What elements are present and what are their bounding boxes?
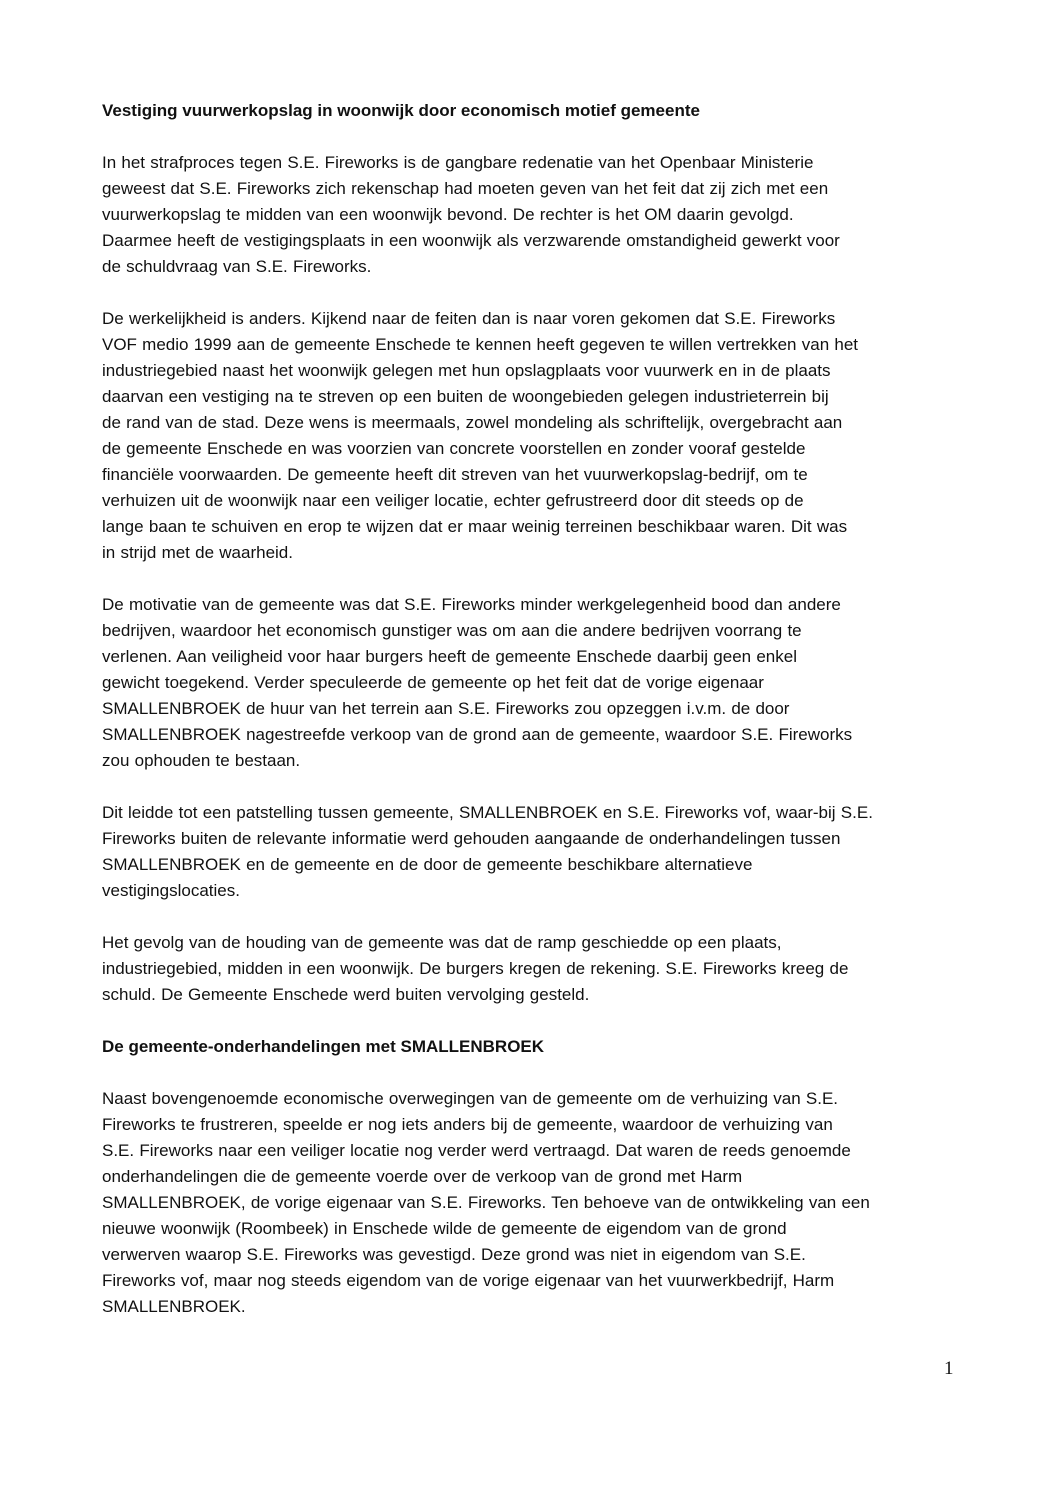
text-line: De motivatie van de gemeente was dat S.E. Fireworks minder werkgelegenheid bood dan andere xyxy=(102,595,841,614)
text-line: Daarmee heeft de vestigingsplaats in een woonwijk als verzwarende omstandigheid gewerkt voor xyxy=(102,231,840,250)
text-line: SMALLENBROEK de huur van het terrein aan S.E. Fireworks zou opzeggen i.v.m. de door xyxy=(102,699,790,718)
page-number: 1 xyxy=(944,1358,954,1379)
text-line: financiële voorwaarden. De gemeente heeft dit streven van het vuurwerkopslag-bedrijf, om te xyxy=(102,465,808,484)
text-line: gewicht toegekend. Verder speculeerde de gemeente op het feit dat de vorige eigenaar xyxy=(102,673,764,692)
paragraph-bovengenoemde xyxy=(102,1086,962,1320)
text-line: de rand van de stad. Deze wens is meermaals, zowel mondeling als schriftelijk, overgebracht aan xyxy=(102,413,843,432)
text-line: SMALLENBROEK en de gemeente en de door de gemeente beschikbare alternatieve xyxy=(102,855,753,874)
text-line: in strijd met de waarheid. xyxy=(102,543,293,562)
text-line: daarvan een vestiging na te streven op een buiten de woongebieden gelegen industrieterrein bij xyxy=(102,387,829,406)
text-line: S.E. Fireworks naar een veiliger locatie nog verder werd vertraagd. Dat waren de reeds genoemde xyxy=(102,1141,851,1160)
text-line: verhuizen uit de woonwijk naar een veiliger locatie, echter gefrustreerd door dit steeds op de xyxy=(102,491,804,510)
text-line: de schuldvraag van S.E. Fireworks. xyxy=(102,257,372,276)
text-line: bedrijven, waardoor het economisch gunstiger was om aan die andere bedrijven voorrang te xyxy=(102,621,802,640)
section-heading-onderhandelingen: De gemeente-onderhandelingen met SMALLENBROEK xyxy=(102,1037,545,1056)
text-line: schuld. De Gemeente Enschede werd buiten vervolging gesteld. xyxy=(102,985,590,1004)
text-line: industriegebied naast het woonwijk gelegen met hun opslagplaats voor vuurwerk en in de plaats xyxy=(102,361,831,380)
text-line: industriegebied, midden in een woonwijk. De burgers kregen de rekening. S.E. Fireworks kreeg de xyxy=(102,959,849,978)
text-line: onderhandelingen die de gemeente voerde over de verkoop van de grond met Harm xyxy=(102,1167,743,1186)
paragraph-werkelijkheid xyxy=(102,306,962,566)
text-line: Fireworks buiten de relevante informatie werd gehouden aangaande de onderhandelingen tussen xyxy=(102,829,841,848)
text-line: Dit leidde tot een patstelling tussen gemeente, SMALLENBROEK en S.E. Fireworks vof, waar-bij S.E. xyxy=(102,803,873,822)
section-heading-vestiging: Vestiging vuurwerkopslag in woonwijk door economisch motief gemeente xyxy=(102,101,700,120)
text-line: SMALLENBROEK nagestreefde verkoop van de grond aan de gemeente, waardoor S.E. Fireworks xyxy=(102,725,853,744)
text-line: verwerven waarop S.E. Fireworks was gevestigd. Deze grond was niet in eigendom van S.E. xyxy=(102,1245,806,1264)
text-line: SMALLENBROEK, de vorige eigenaar van S.E. Fireworks. Ten behoeve van de ontwikkeling van een xyxy=(102,1193,870,1212)
text-line: In het strafproces tegen S.E. Fireworks is de gangbare redenatie van het Openbaar Ministerie xyxy=(102,153,814,172)
text-line: verlenen. Aan veiligheid voor haar burgers heeft de gemeente Enschede daarbij geen enkel xyxy=(102,647,797,666)
text-line: zou ophouden te bestaan. xyxy=(102,751,301,770)
text-line: Het gevolg van de houding van de gemeente was dat de ramp geschiedde op een plaats, xyxy=(102,933,782,952)
text-line: Naast bovengenoemde economische overwegingen van de gemeente om de verhuizing van S.E. xyxy=(102,1089,839,1108)
text-line: Fireworks vof, maar nog steeds eigendom van de vorige eigenaar van het vuurwerkbedrijf, Harm xyxy=(102,1271,835,1290)
paragraph-patstelling xyxy=(102,800,962,904)
document-page xyxy=(102,98,962,1346)
text-line: De werkelijkheid is anders. Kijkend naar de feiten dan is naar voren gekomen dat S.E. Fireworks xyxy=(102,309,836,328)
paragraph-strafproces xyxy=(102,150,962,280)
paragraph-gevolg xyxy=(102,930,962,1008)
text-line: Fireworks te frustreren, speelde er nog iets anders bij de gemeente, waardoor de verhuizing van xyxy=(102,1115,833,1134)
text-line: VOF medio 1999 aan de gemeente Enschede te kennen heeft gegeven te willen vertrekken van het xyxy=(102,335,858,354)
text-line: lange baan te schuiven en erop te wijzen dat er maar weinig terreinen beschikbaar waren. Dit was xyxy=(102,517,848,536)
paragraph-motivatie xyxy=(102,592,962,774)
text-line: de gemeente Enschede en was voorzien van concrete voorstellen en zonder vooraf gestelde xyxy=(102,439,806,458)
text-line: nieuwe woonwijk (Roombeek) in Enschede wilde de gemeente de eigendom van de grond xyxy=(102,1219,787,1238)
text-line: vuurwerkopslag te midden van een woonwijk bevond. De rechter is het OM daarin gevolgd. xyxy=(102,205,794,224)
text-line: geweest dat S.E. Fireworks zich rekenschap had moeten geven van het feit dat zij zich met een xyxy=(102,179,829,198)
text-line: SMALLENBROEK. xyxy=(102,1297,246,1316)
text-line: vestigingslocaties. xyxy=(102,881,240,900)
